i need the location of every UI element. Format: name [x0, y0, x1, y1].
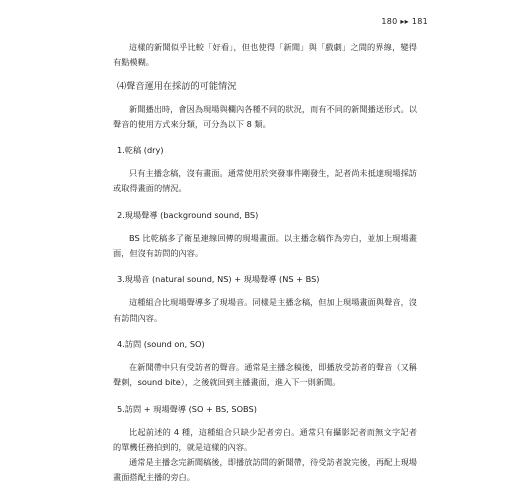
category-paragraph-1: 只有主播念稿，沒有畫面。通常使用於突發事件剛發生，記者尚未抵達現場採訪或取得畫面的情況。 [113, 168, 417, 194]
section-intro: 新聞播出時，會因為現場與欄內各種不同的狀況，而有不同的新聞播送形式。以聲音的使用方式來分類，可分為以下 8 類。 [113, 103, 417, 129]
category-paragraph-5a: 比起前述的 4 種，這種組合只缺少記者旁白。通常只有攝影記者而無文字記者的單機任務拍到的，就是這樣的內容。 [113, 426, 417, 452]
document-body [113, 40, 417, 486]
category-paragraph-3: 這種組合比現場聲導多了現場音。同樣是主播念稿，但加上現場畫面與聲音，沒有訪問內容。 [113, 297, 417, 323]
category-paragraph-4: 在新聞帶中只有受訪者的聲音。通常是主播念稿後，即播放受訪者的聲音（又稱聲刺，sound bite），之後就回到主播畫面，進入下一則新聞。 [113, 361, 417, 388]
page-number: 180 ▸▸ 181 [381, 17, 428, 26]
category-paragraph-2: BS 比乾稿多了衛星連線回傳的現場畫面。以主播念稿作為旁白，並加上現場畫面，但沒有訪問的內容。 [113, 232, 417, 259]
category-title-1: 1.乾稿 (dry) [117, 145, 164, 156]
category-title-3: 3.現場音 (natural sound, NS) + 現場聲導 (NS + BS) [117, 274, 320, 285]
category-title-5: 5.訪問 + 現場聲導 (SO + BS, SOBS) [117, 403, 257, 414]
intro-paragraph: 這樣的新聞似乎比較「好看」，但也使得「新聞」與「戲劇」之間的界線，變得有點模糊。 [113, 42, 417, 68]
category-title-2: 2.現場聲導 (background sound, BS) [117, 209, 259, 220]
category-paragraph-5b: 通常是主播念完新聞稿後，即播放訪問的新聞帶，待受訪者說完後，再配上現場畫面搭配主播的旁白。 [113, 457, 417, 483]
section-heading: ⑷聲音運用在採訪的可能情況 [117, 80, 237, 92]
category-title-4: 4.訪問 (sound on, SO) [117, 338, 205, 349]
